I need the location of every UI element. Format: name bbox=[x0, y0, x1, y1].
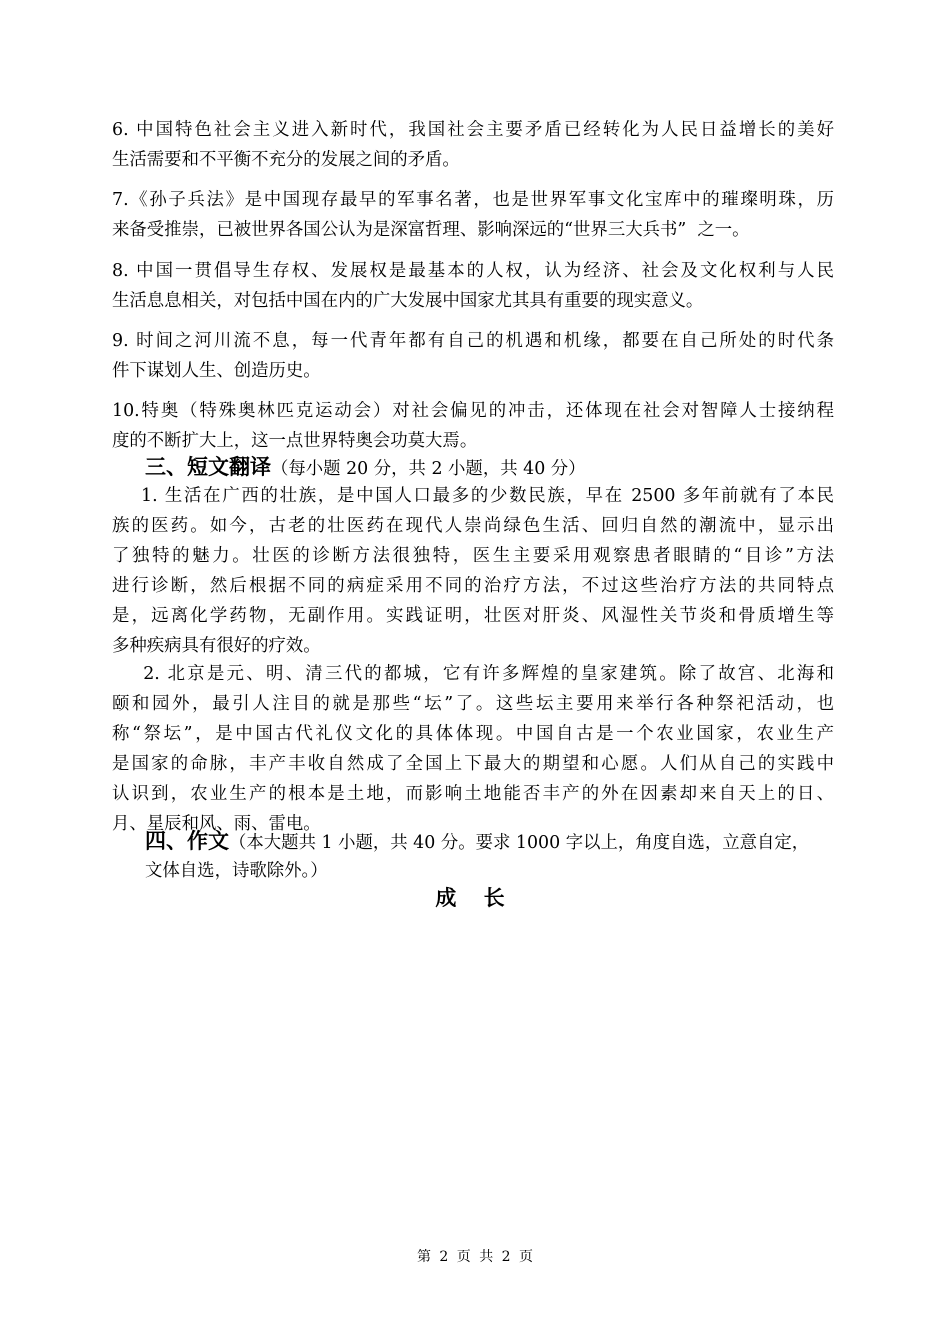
question-7 bbox=[112, 185, 834, 245]
question-line: 件下谋划人生、创造历史。 bbox=[112, 361, 321, 381]
passage-line: 颐和园外，最引人注目的就是那些“坛”了。这些坛主要用来举行各种祭祀活动，也 bbox=[112, 694, 834, 714]
passage-line: 多种疾病具有很好的疗效。 bbox=[112, 636, 321, 656]
question-line: 7.《孙子兵法》是中国现存最早的军事名著，也是世界军事文化宝库中的璀璨明珠，历 bbox=[112, 190, 834, 210]
passage-line: 称“祭坛”，是中国古代礼仪文化的具体体现。中国自古是一个农业国家，农业生产 bbox=[112, 724, 834, 744]
section-3-title: 三、短文翻译 bbox=[145, 455, 271, 479]
passage-line: 进行诊断，然后根据不同的病症采用不同的治疗方法，不过这些治疗方法的共同特点 bbox=[112, 576, 834, 596]
section-4-heading bbox=[145, 826, 809, 858]
section-4-note: （本大题共 1 小题，共 40 分。要求 1000 字以上，角度自选，立意自定， bbox=[229, 833, 810, 853]
passage-line: 月、星辰和风、雨、雷电。 bbox=[112, 814, 321, 834]
section-4-note-continued: 文体自选，诗歌除外。） bbox=[145, 861, 328, 881]
passage-line: 是国家的命脉，丰产丰收自然成了全国上下最大的期望和心愿。人们从自己的实践中 bbox=[112, 754, 834, 774]
passage-line: 是，远离化学药物，无副作用。实践证明，壮医对肝炎、风湿性关节炎和骨质增生等 bbox=[112, 606, 834, 626]
question-line: 生活息息相关，对包括中国在内的广大发展中国家尤其具有重要的现实意义。 bbox=[112, 291, 704, 311]
passage-line: 1. 生活在广西的壮族，是中国人口最多的少数民族，早在 2500 多年前就有了本民 bbox=[112, 486, 834, 506]
question-line: 生活需要和不平衡不充分的发展之间的矛盾。 bbox=[112, 150, 460, 170]
section-4-title: 四、作文 bbox=[145, 829, 229, 853]
question-line: 10.特奥（特殊奥林匹克运动会）对社会偏见的冲击，还体现在社会对智障人士接纳程 bbox=[112, 401, 834, 421]
translation-passage-2 bbox=[112, 659, 834, 839]
question-10 bbox=[112, 396, 834, 456]
question-6 bbox=[112, 115, 834, 175]
passage-line: 认识到，农业生产的根本是土地，而影响土地能否丰产的外在因素却来自天上的日、 bbox=[112, 784, 834, 804]
question-9 bbox=[112, 326, 834, 386]
question-line: 6. 中国特色社会主义进入新时代，我国社会主要矛盾已经转化为人民日益增长的美好 bbox=[112, 120, 834, 140]
page-footer: 第 2 页 共 2 页 bbox=[416, 1249, 534, 1265]
section-3-heading bbox=[145, 452, 586, 484]
question-line: 度的不断扩大上，这一点世界特奥会功莫大焉。 bbox=[112, 431, 478, 451]
passage-line: 了独特的魅力。壮医的诊断方法很独特，医生主要采用观察患者眼睛的“目诊”方法 bbox=[112, 546, 834, 566]
question-line: 8. 中国一贯倡导生存权、发展权是最基本的人权，认为经济、社会及文化权利与人民 bbox=[112, 261, 834, 281]
section-3-note: （每小题 20 分，共 2 小题，共 40 分） bbox=[271, 459, 586, 479]
essay-title: 成 长 bbox=[435, 886, 515, 910]
translation-passage-1 bbox=[112, 481, 834, 661]
question-line: 来备受推崇，已被世界各国公认为是深富哲理、影响深远的“世界三大兵书” 之一。 bbox=[112, 220, 750, 240]
passage-line: 2. 北京是元、明、清三代的都城，它有许多辉煌的皇家建筑。除了故宫、北海和 bbox=[112, 664, 834, 684]
question-8 bbox=[112, 256, 834, 316]
question-line: 9. 时间之河川流不息，每一代青年都有自己的机遇和机缘，都要在自己所处的时代条 bbox=[112, 331, 834, 351]
passage-line: 族的医药。如今，古老的壮医药在现代人崇尚绿色生活、回归自然的潮流中，显示出 bbox=[112, 516, 834, 536]
